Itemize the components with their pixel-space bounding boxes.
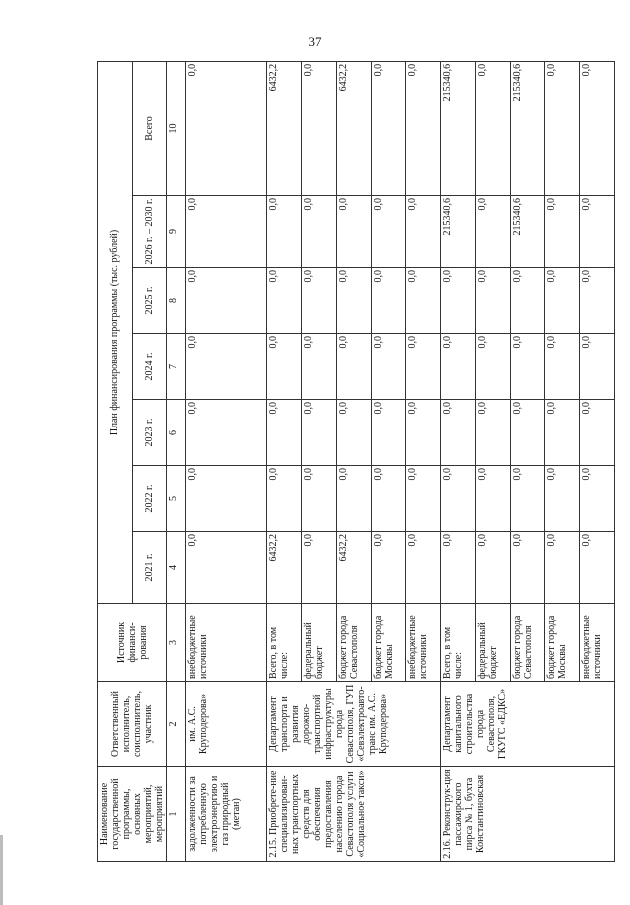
value-cell: 0,0 <box>441 334 476 400</box>
value-cell: 0,0 <box>301 61 336 195</box>
value-cell: 0,0 <box>406 532 441 604</box>
header-year-2025: 2025 г. <box>132 268 167 334</box>
value-cell: 0,0 <box>441 466 476 532</box>
value-cell: 0,0 <box>267 334 302 400</box>
value-cell: 0,0 <box>580 268 615 334</box>
value-cell: 0,0 <box>580 532 615 604</box>
value-cell: 0,0 <box>301 400 336 466</box>
index-cell: 4 <box>167 532 186 604</box>
value-cell: 0,0 <box>301 334 336 400</box>
value-cell: 0,0 <box>301 196 336 268</box>
table-row <box>267 61 302 861</box>
value-cell: 0,0 <box>475 532 510 604</box>
value-cell: 0,0 <box>580 61 615 195</box>
value-cell: 0,0 <box>406 400 441 466</box>
index-cell: 3 <box>167 604 186 682</box>
value-cell: 0,0 <box>580 400 615 466</box>
value-cell: 0,0 <box>475 196 510 268</box>
value-cell: 0,0 <box>186 532 267 604</box>
value-cell: 0,0 <box>406 196 441 268</box>
value-cell: 0,0 <box>336 268 371 334</box>
value-cell: 6432,2 <box>336 61 371 195</box>
value-cell: 0,0 <box>186 61 267 195</box>
value-cell: 0,0 <box>267 400 302 466</box>
value-cell: 0,0 <box>371 196 406 268</box>
value-cell: 0,0 <box>371 61 406 195</box>
header-row-1 <box>98 61 133 861</box>
executor-name: им. А.С. Круподерова» <box>186 682 267 767</box>
page-number: 37 <box>308 34 322 49</box>
value-cell: 0,0 <box>186 400 267 466</box>
header-plan: План финансирования программы (тыс. рублей) <box>98 61 133 603</box>
value-cell: 0,0 <box>301 268 336 334</box>
value-cell: 6432,2 <box>267 532 302 604</box>
value-cell: 0,0 <box>441 268 476 334</box>
funding-source: внебюджетные источники <box>406 604 441 682</box>
value-cell: 215340,6 <box>510 61 545 195</box>
value-cell: 215340,6 <box>441 61 476 195</box>
index-cell: 5 <box>167 466 186 532</box>
funding-source: федеральный бюджет <box>475 604 510 682</box>
funding-source: Всего, в том числе: <box>267 604 302 682</box>
value-cell: 0,0 <box>371 400 406 466</box>
value-cell: 0,0 <box>545 196 580 268</box>
value-cell: 0,0 <box>267 466 302 532</box>
value-cell: 0,0 <box>510 268 545 334</box>
table-row <box>186 61 267 861</box>
value-cell: 0,0 <box>336 196 371 268</box>
value-cell: 0,0 <box>186 196 267 268</box>
value-cell: 0,0 <box>475 268 510 334</box>
value-cell: 0,0 <box>301 532 336 604</box>
header-year-2026-2030: 2026 г. – 2030 г. <box>132 196 167 268</box>
value-cell: 0,0 <box>267 196 302 268</box>
index-cell: 9 <box>167 196 186 268</box>
value-cell: 6432,2 <box>267 61 302 195</box>
value-cell: 0,0 <box>580 196 615 268</box>
value-cell: 0,0 <box>545 532 580 604</box>
value-cell: 0,0 <box>475 466 510 532</box>
value-cell: 0,0 <box>475 334 510 400</box>
value-cell: 0,0 <box>371 334 406 400</box>
header-year-2024: 2024 г. <box>132 334 167 400</box>
funding-source: Всего, в том числе: <box>441 604 476 682</box>
executor-name: Департамент транспорта и развития дорожно-транспортной инфраструктуры города Севастополя, ГУП «Севэлектроавто-транс им. А.С. Круподерова» <box>267 682 441 767</box>
index-cell: 7 <box>167 334 186 400</box>
value-cell: 0,0 <box>580 466 615 532</box>
value-cell: 0,0 <box>510 334 545 400</box>
value-cell: 0,0 <box>545 400 580 466</box>
measure-name: 2.16. Реконструк-ция пассажирского пирса № 1, бухта Константиновская <box>441 767 615 862</box>
value-cell: 0,0 <box>545 466 580 532</box>
funding-source: бюджет города Москвы <box>545 604 580 682</box>
header-program-name: Наименование государственной программы, основных мероприятий, мероприятий <box>98 767 167 862</box>
value-cell: 0,0 <box>441 400 476 466</box>
financing-table-rotated <box>97 62 604 862</box>
value-cell: 0,0 <box>406 61 441 195</box>
value-cell: 0,0 <box>441 532 476 604</box>
measure-name: задолженности за потребленную электроэнергию и газ природный (метан) <box>186 767 267 862</box>
value-cell: 0,0 <box>510 466 545 532</box>
header-total: Всего <box>132 61 167 195</box>
value-cell: 0,0 <box>186 466 267 532</box>
header-source: Источник финанси-рования <box>98 604 167 682</box>
value-cell: 0,0 <box>545 268 580 334</box>
value-cell: 0,0 <box>406 334 441 400</box>
value-cell: 0,0 <box>371 268 406 334</box>
scan-edge-mark <box>0 835 3 905</box>
value-cell: 0,0 <box>580 334 615 400</box>
index-cell: 6 <box>167 400 186 466</box>
funding-source: федеральный бюджет <box>301 604 336 682</box>
header-executor: Ответственный исполнитель, соисполнитель, участник <box>98 682 167 767</box>
value-cell: 0,0 <box>336 400 371 466</box>
header-year-2023: 2023 г. <box>132 400 167 466</box>
value-cell: 0,0 <box>475 400 510 466</box>
value-cell: 215340,6 <box>510 196 545 268</box>
funding-source: внебюджетные источники <box>580 604 615 682</box>
value-cell: 0,0 <box>371 466 406 532</box>
value-cell: 0,0 <box>267 268 302 334</box>
funding-source: внебюджетные источники <box>186 604 267 682</box>
index-cell: 2 <box>167 682 186 767</box>
value-cell: 0,0 <box>186 334 267 400</box>
value-cell: 6432,2 <box>336 532 371 604</box>
value-cell: 0,0 <box>475 61 510 195</box>
funding-source: бюджет города Севастополя <box>336 604 371 682</box>
value-cell: 0,0 <box>336 466 371 532</box>
executor-name: Департамент капитального строительства города Севастополя, ГКУГС «ЕДКС» <box>441 682 615 767</box>
value-cell: 0,0 <box>510 532 545 604</box>
funding-source: бюджет города Москвы <box>371 604 406 682</box>
value-cell: 0,0 <box>186 268 267 334</box>
financing-table <box>97 61 615 862</box>
table-row <box>441 61 476 861</box>
funding-source: бюджет города Севастополя <box>510 604 545 682</box>
value-cell: 0,0 <box>406 466 441 532</box>
value-cell: 0,0 <box>510 400 545 466</box>
value-cell: 215340,6 <box>441 196 476 268</box>
index-cell: 1 <box>167 767 186 862</box>
value-cell: 0,0 <box>336 334 371 400</box>
header-year-2021: 2021 г. <box>132 532 167 604</box>
index-cell: 8 <box>167 268 186 334</box>
value-cell: 0,0 <box>545 61 580 195</box>
index-cell: 10 <box>167 61 186 195</box>
measure-name: 2.15. Приобрете-ние специализирован-ных транспортных средств для обеспечения предоставления населению города Севастополя услуги «Социальное такси» <box>267 767 441 862</box>
header-year-2022: 2022 г. <box>132 466 167 532</box>
value-cell: 0,0 <box>545 334 580 400</box>
index-row <box>167 61 186 861</box>
value-cell: 0,0 <box>406 268 441 334</box>
value-cell: 0,0 <box>371 532 406 604</box>
value-cell: 0,0 <box>301 466 336 532</box>
